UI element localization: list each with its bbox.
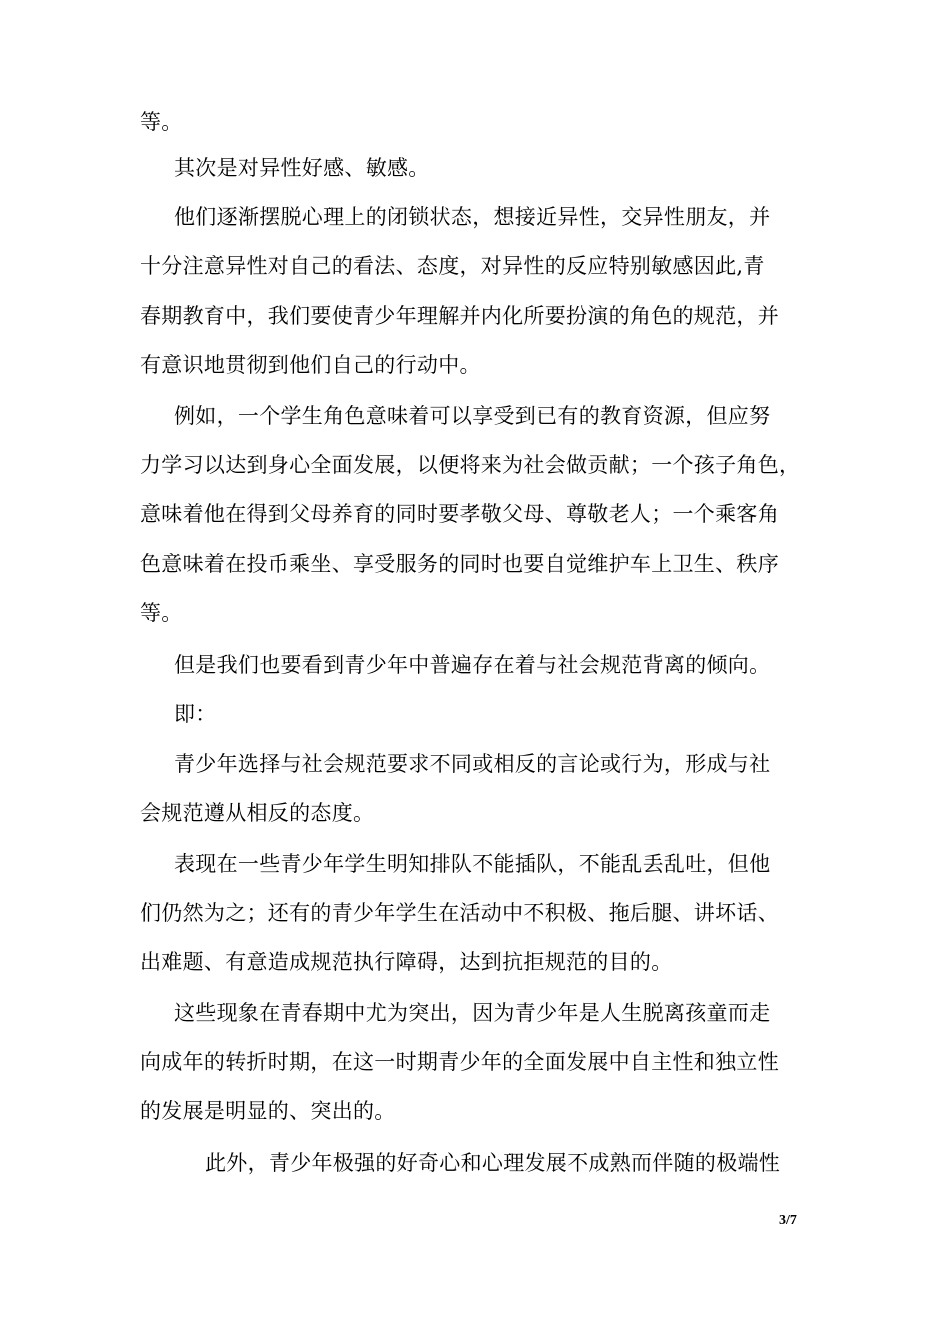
text-line: 即：	[174, 702, 217, 726]
text-line: 的发展是明显的、突出的。	[140, 1099, 396, 1123]
text-line: 例如，一个学生角色意味着可以享受到已有的教育资源，但应努	[174, 404, 771, 428]
text-line: 表现在一些青少年学生明知排队不能插队，不能乱丢乱吐，但他	[174, 852, 771, 876]
text-line: 春期教育中，我们要使青少年理解并内化所要扮演的角色的规范，并	[140, 304, 779, 328]
text-line: 其次是对异性好感、敏感。	[174, 156, 430, 180]
text-line: 向成年的转折时期，在这一时期青少年的全面发展中自主性和独立性	[140, 1050, 779, 1074]
text-line: 有意识地贯彻到他们自己的行动中。	[140, 353, 481, 377]
text-line: 力学习以达到身心全面发展，以便将来为社会做贡献；一个孩子角色，	[140, 453, 801, 477]
text-line: 青少年选择与社会规范要求不同或相反的言论或行为，形成与社	[174, 752, 771, 776]
text-line: 但是我们也要看到青少年中普遍存在着与社会规范背离的倾向。	[174, 653, 771, 677]
text-line: 等。	[140, 110, 183, 134]
text-line: 这些现象在青春期中尤为突出，因为青少年是人生脱离孩童而走	[174, 1001, 771, 1025]
text-line: 意味着他在得到父母养育的同时要孝敬父母、尊敬老人；一个乘客角	[140, 502, 779, 526]
text-line: 十分注意异性对自己的看法、态度，对异性的反应特别敏感因此,青	[140, 254, 765, 278]
text-line: 他们逐渐摆脱心理上的闭锁状态，想接近异性，交异性朋友，并	[174, 205, 771, 229]
text-line: 此外，青少年极强的好奇心和心理发展不成熟而伴随的极端性	[205, 1151, 781, 1175]
text-line: 色意味着在投币乘坐、享受服务的同时也要自觉维护车上卫生、秩序	[140, 552, 779, 576]
text-line: 等。	[140, 601, 183, 625]
text-line: 们仍然为之；还有的青少年学生在活动中不积极、拖后腿、讲坏话、	[140, 901, 779, 925]
text-line: 会规范遵从相反的态度。	[140, 801, 375, 825]
page-number: 3/7	[779, 1213, 797, 1228]
text-line: 出难题、有意造成规范执行障碍，达到抗拒规范的目的。	[140, 950, 673, 974]
